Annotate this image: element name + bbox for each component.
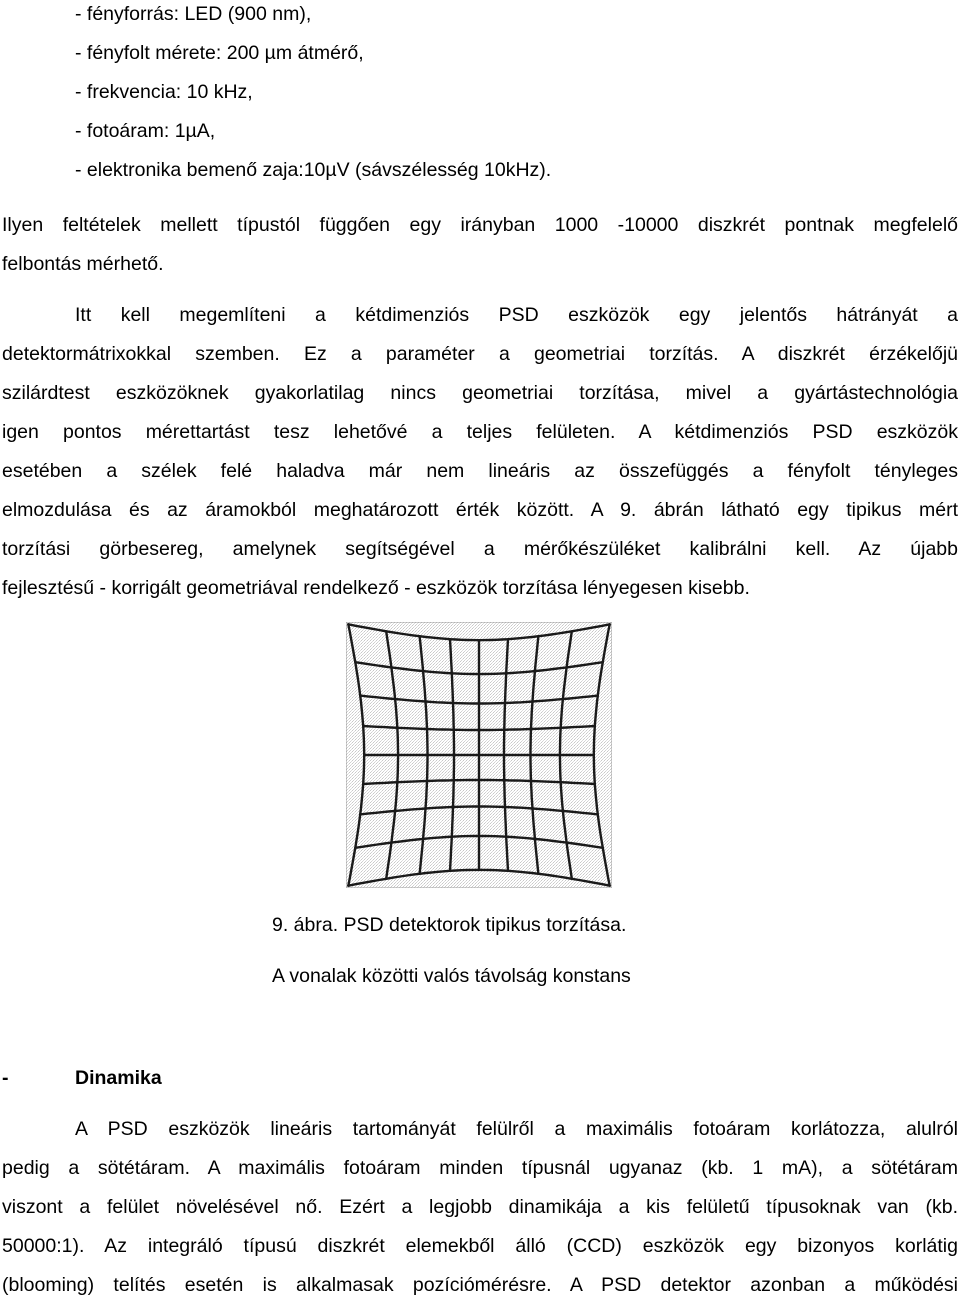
para2-line-3: szilárdtest eszközöknek gyakorlatilag nincs geometriai torzítása, mivel a gyártástechnológia	[2, 382, 958, 404]
section-title: Dinamika	[75, 1067, 162, 1089]
para3-line-1: A PSD eszközök lineáris tartományát felülről a maximális fotoáram korlátozza, alulról	[75, 1118, 958, 1140]
para2-line-2: detektormátrixokkal szemben. Ez a paraméter a geometriai torzítás. A diszkrét érzékelőjü	[2, 343, 958, 365]
bullet-frequency: - frekvencia: 10 kHz,	[75, 81, 253, 103]
figure-caption: 9. ábra. PSD detektorok tipikus torzítása.	[272, 914, 627, 936]
para2-line-5: esetében a szélek felé haladva már nem lineáris az összefüggés a fényfolt tényleges	[2, 460, 958, 482]
para2-line-8: fejlesztésű - korrigált geometriával rendelkező - eszközök torzítása lényegesen kisebb.	[2, 577, 750, 599]
bullet-photocurrent: - fotoáram: 1µA,	[75, 120, 216, 142]
bullet-light-source: - fényforrás: LED (900 nm),	[75, 3, 312, 25]
para2-line-1: Itt kell megemlíteni a kétdimenziós PSD eszközök egy jelentős hátrányát a	[75, 304, 958, 326]
para3-line-4: 50000:1). Az integráló típusú diszkrét elemekből álló (CCD) eszközök egy bizonyos korlátig	[2, 1235, 958, 1257]
bullet-noise: - elektronika bemenő zaja:10µV (sávszélesség 10kHz).	[75, 159, 552, 181]
para2-line-6: elmozdulása és az áramokból meghatározott érték között. A 9. ábrán látható egy tipikus mért	[2, 499, 958, 521]
para3-line-5: (blooming) telítés esetén is alkalmasak pozíciómérésre. A PSD detektor azonban a működési	[2, 1274, 958, 1296]
para1-line-1: Ilyen feltételek mellett típustól függően egy irányban 1000 -10000 diszkrét pontnak megfelelő	[2, 214, 958, 236]
para3-line-2: pedig a sötétáram. A maximális fotoáram minden típusnál ugyanaz (kb. 1 mA), a sötétáram	[2, 1157, 958, 1179]
distortion-grid-figure	[346, 622, 612, 888]
bullet-spot-size: - fényfolt mérete: 200 µm átmérő,	[75, 42, 364, 64]
para3-line-3: viszont a felület növelésével nő. Ezért a legjobb dinamikája a kis felületű típusoknak van (kb.	[2, 1196, 958, 1218]
section-dash: -	[2, 1067, 9, 1089]
figure-note: A vonalak közötti valós távolság konstans	[272, 965, 631, 987]
para2-line-7: torzítási görbesereg, amelynek segítségével a mérőkészüléket kalibrálni kell. Az újabb	[2, 538, 958, 560]
para1-line-2: felbontás mérhető.	[2, 253, 164, 275]
para2-line-4: igen pontos mérettartást tesz lehetővé a teljes felületen. A kétdimenziós PSD eszközök	[2, 421, 958, 443]
distortion-grid-svg	[346, 622, 612, 888]
